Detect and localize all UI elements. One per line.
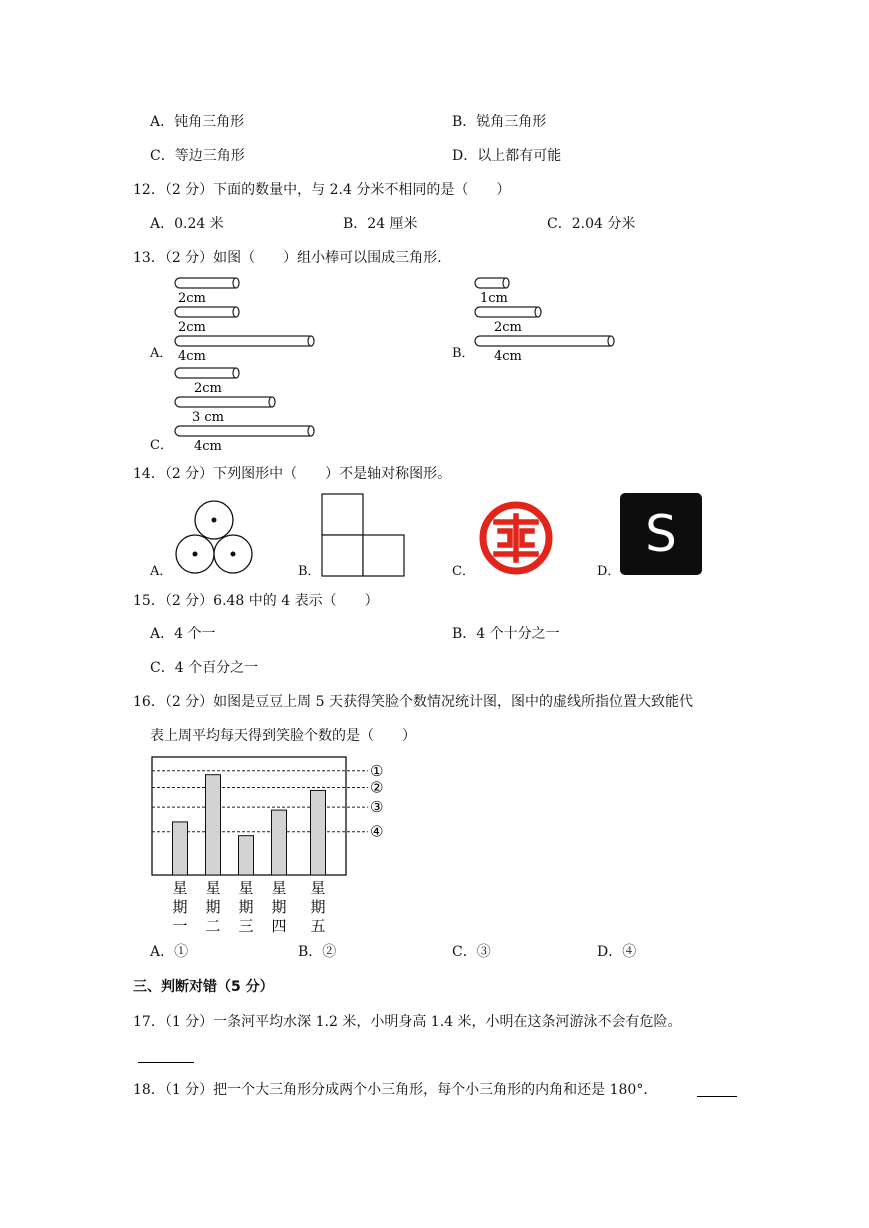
q14-option-c-letter: C． [452,564,475,579]
q15-option-c [150,658,258,678]
q14-stem: 14．（2 分）下列图形中（ ）不是轴对称图形。 [133,466,452,482]
q12-stem: 12．（2 分）下面的数量中，与 2.4 分米不相同的是（ ） [133,182,511,198]
category-label: 三 [238,917,254,935]
q13-stem: 13．（2 分）如图（ ）组小棒可以围成三角形. [133,250,442,266]
stick-label: 3 cm [192,410,225,425]
q12-option-c [547,214,635,234]
category-label: 期 [205,898,221,916]
q16-option-c [452,942,491,962]
option-text: 2.04 分米 [571,216,636,232]
option-letter: C． [452,944,477,960]
q17-answer-blank[interactable] [138,1048,194,1063]
q11-option-a [150,112,244,132]
bar [239,836,254,875]
q12-option-a [150,214,224,234]
category-label: 期 [310,898,326,916]
category-label: 四 [271,917,287,935]
option-letter: A． [150,216,175,232]
q11-option-b [452,112,546,132]
stick-label: 1cm [480,291,508,306]
option-text: ② [322,944,337,960]
q16-option-b [298,942,336,962]
reference-line-label: ④ [370,822,384,841]
stick [175,397,275,407]
stick [175,307,239,317]
option-text: 4 个一 [174,626,216,642]
q15-option-b [452,624,560,644]
q16-stem-line1: 16．（2 分）如图是豆豆上周 5 天获得笑脸个数情况统计图，图中的虚线所指位置大致能代 [133,694,693,710]
q13-option-b-letter: B． [452,346,475,361]
option-text: 钝角三角形 [174,114,245,130]
category-label: 二 [205,917,221,935]
icbc-logo-icon [476,498,556,578]
option-letter: B． [298,944,323,960]
stick [175,368,239,378]
q14-option-a-letter: A． [150,564,173,579]
category-label: 五 [310,917,326,935]
stick-group-c [170,364,330,456]
stick [175,336,314,346]
q14-option-d-letter: D． [597,564,621,579]
bar [206,775,221,875]
three-circles-figure [170,498,260,580]
reference-line-label: ① [370,761,384,780]
l-shape-figure [320,492,410,580]
stick [475,278,509,288]
q16-option-d [597,942,636,962]
bar [311,790,326,875]
option-text: 24 厘米 [367,216,418,232]
q18-answer-blank[interactable] [697,1082,737,1097]
bar [173,822,188,875]
option-text: ① [174,944,189,960]
reference-line-label: ② [370,778,384,797]
stick-label: 2cm [494,320,522,335]
option-text: 等边三角形 [174,148,245,164]
stick-label: 2cm [194,381,222,396]
q12-option-b [343,214,418,234]
stick-label: 4cm [178,349,206,364]
category-label: 星 [205,879,221,897]
option-text: 以上都有可能 [477,148,562,164]
section-heading: 三、判断对错（5 分） [133,979,274,995]
reference-line-label: ③ [370,798,384,817]
option-letter: B． [452,114,477,130]
option-text: 0.24 米 [174,216,224,232]
category-label: 星 [238,879,254,897]
option-text: 锐角三角形 [476,114,547,130]
option-letter: A． [150,114,175,130]
q11-option-d [452,146,561,166]
stick-label: 4cm [494,349,522,364]
stick [175,426,314,436]
q15-option-a [150,624,215,644]
option-letter: A． [150,944,175,960]
letter-s-glyph: S [645,505,677,563]
q18-stem: 18．（1 分）把一个大三角形分成两个小三角形，每个小三角形的内角和还是 180°． [133,1082,658,1098]
category-label: 一 [172,917,188,935]
q11-option-c [150,146,245,166]
option-letter: D． [452,148,478,164]
q17-stem: 17．（1 分）一条河平均水深 1.2 米，小明身高 1.4 米，小明在这条河游泳不会有危险。 [133,1014,682,1030]
stick-label: 4cm [194,439,222,454]
q15-stem: 15．（2 分）6.48 中的 4 表示（ ） [133,593,379,609]
category-label: 星 [271,879,287,897]
option-text: 4 个十分之一 [476,626,560,642]
q13-option-c-letter: C． [150,438,173,453]
option-letter: C． [547,216,572,232]
category-label: 期 [172,898,188,916]
option-text: ③ [476,944,491,960]
stick-group-a [170,274,330,366]
stick-group-b [470,274,630,366]
option-letter: C． [150,148,175,164]
q16-stem-line2: 表上周平均每天得到笑脸个数的是（ ） [150,728,416,744]
letter-s-square-icon [620,493,702,575]
smiley-bar-chart [140,752,410,937]
bar [272,810,287,875]
stick [475,336,614,346]
option-letter: B． [452,626,477,642]
option-letter: C． [150,660,175,676]
category-label: 期 [238,898,254,916]
category-label: 星 [172,879,188,897]
option-text: 4 个百分之一 [174,660,259,676]
option-text: ④ [622,944,637,960]
category-label: 期 [271,898,287,916]
option-letter: B． [343,216,368,232]
option-letter: A． [150,626,175,642]
q16-option-a [150,942,188,962]
stick [475,307,541,317]
q14-option-b-letter: B． [298,564,321,579]
category-label: 星 [310,879,326,897]
q13-option-a-letter: A． [150,346,173,361]
stick-label: 2cm [178,291,206,306]
stick [175,278,239,288]
option-letter: D． [597,944,623,960]
stick-label: 2cm [178,320,206,335]
